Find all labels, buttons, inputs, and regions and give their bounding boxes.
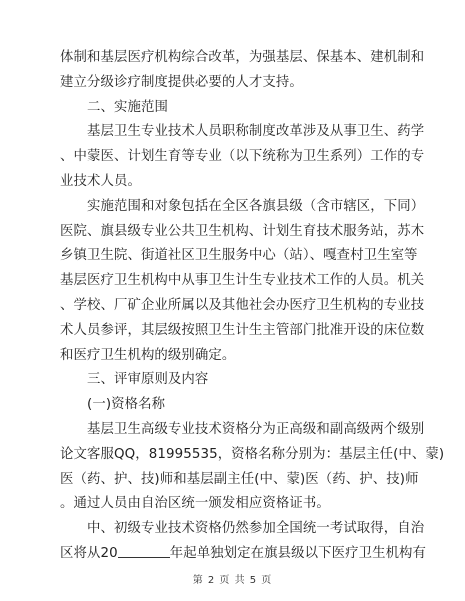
paragraph-line <box>60 542 427 567</box>
page-footer: 第 2 页 共 5 页 <box>192 575 273 586</box>
paragraph-line: 实施范围和对象包括在全区各旗县级（含市辖区，下同） <box>87 198 425 214</box>
paragraph-line: 业技术人员。 <box>60 173 141 189</box>
section-heading: 三、评审原则及内容 <box>87 372 209 388</box>
paragraph-line: 术人员参评，其层级按照卫生计生主管部门批准开设的床位数 <box>60 322 425 338</box>
paragraph-line: 医院、旗县级专业公共卫生机构、计划生育技术服务站，苏木 <box>60 223 425 239</box>
paragraph-line: 基层卫生高级专业技术资格分为正高级和副高级两个级别 <box>87 421 425 437</box>
paragraph-line: 、学校、厂矿企业所属以及其他社会办医疗卫生机构的专业技 <box>60 297 425 313</box>
paragraph-line: 和医疗卫生机构的级别确定。 <box>60 347 236 363</box>
year-suffix: 年起单独划定在旗县级以下医疗卫生机构有 <box>169 545 427 561</box>
paragraph-line: 乡镇卫生院、街道社区卫生服务中心（站）、嘎查村卫生室等 <box>60 248 418 264</box>
paragraph-line: 基层卫生专业技术人员职称制度改革涉及从事卫生、药学 <box>87 124 425 140</box>
year-prefix: 区将从20 <box>60 545 118 561</box>
paragraph-line: 基层医疗卫生机构中从事卫生计生专业技术工作的人员。机关 <box>60 273 425 289</box>
subsection-heading: (一)资格名称 <box>87 397 166 413</box>
section-heading: 二、实施范围 <box>87 99 168 115</box>
paragraph-line: 体制和基层医疗机构综合改革，为强基层、保基本、建机制和 <box>60 50 425 65</box>
paragraph-line: 建立分级诊疗制度提供必要的人才支持。 <box>60 74 303 90</box>
paragraph-line: 论文客服QQ，81995535，资格名称分别为：基层主任(中、蒙) <box>60 446 445 462</box>
paragraph-line: 、中蒙医、计划生育等专业（以下统称为卫生系列）工作的专 <box>60 149 425 165</box>
paragraph-line: 医（药、护、技)师和基层副主任(中、蒙)医（药、护、技)师 <box>60 471 419 487</box>
paragraph-line: 。通过人员由自治区统一颁发相应资格证书。 <box>60 496 330 512</box>
year-blank <box>118 544 170 558</box>
paragraph-line: 中、初级专业技术资格仍然参加全国统一考试取得，自治 <box>87 521 425 537</box>
document-body <box>60 46 445 567</box>
